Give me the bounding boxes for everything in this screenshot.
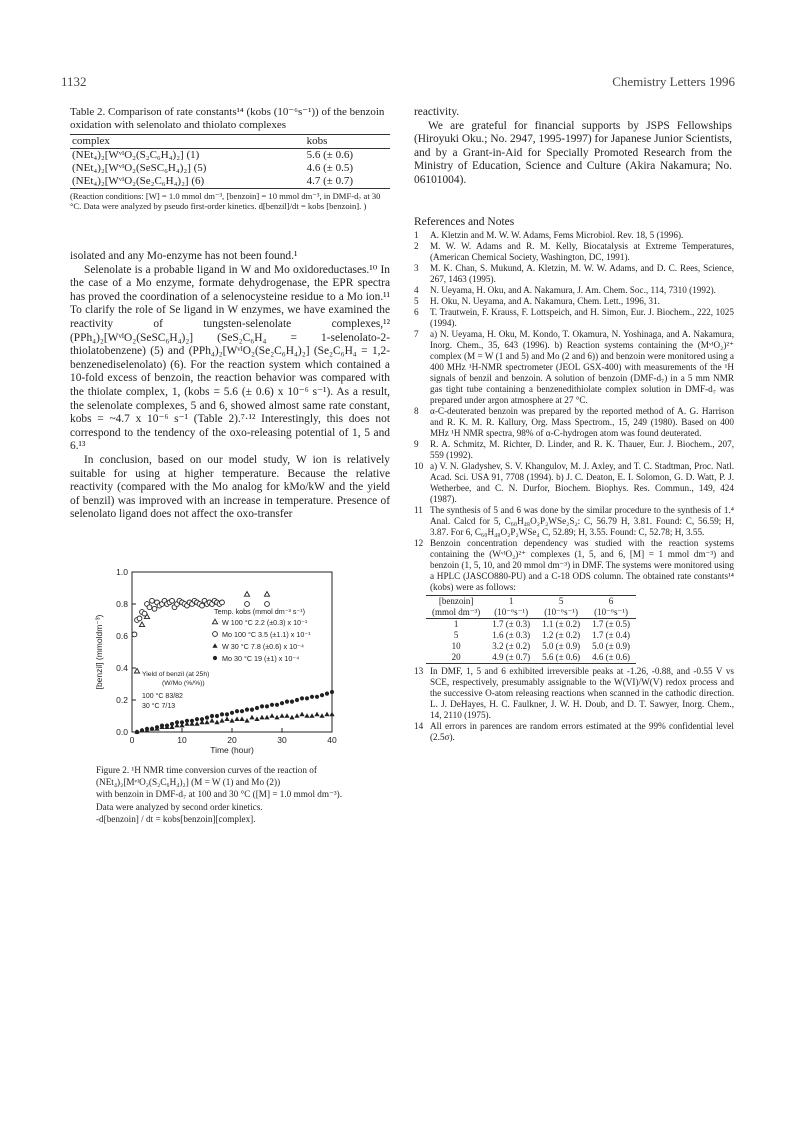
reference-text: A. Kletzin and M. W. W. Adams, Fems Microbiol. Rev. 18, 5 (1996).	[430, 230, 684, 240]
table-row	[426, 641, 636, 652]
data-point-filled-triangle	[194, 721, 199, 726]
reference-number: 3	[414, 263, 419, 273]
reference-number: 10	[414, 461, 424, 471]
rate-table-header	[426, 596, 636, 608]
reference-item	[414, 241, 734, 263]
data-point-filled-triangle	[264, 715, 269, 720]
data-point-filled-triangle	[259, 715, 264, 720]
rate-cell: 1.6 (± 0.3)	[492, 630, 531, 640]
data-point-filled-circle	[210, 714, 214, 718]
cell-kobs: 5.6 (± 0.6)	[306, 149, 353, 161]
reference-item	[414, 461, 734, 505]
data-point-filled-triangle	[329, 712, 334, 717]
data-point-filled-triangle	[229, 718, 234, 723]
data-point-filled-circle	[270, 703, 274, 707]
data-point-filled-triangle	[289, 715, 294, 720]
legend-entry: W 100 °C 2.2 (±0.3) x 10⁻¹	[222, 618, 308, 627]
rate-cell: 1.2 (± 0.2)	[542, 630, 581, 640]
data-point-filled-triangle	[224, 716, 229, 721]
paragraph: Selenolate is a probable ligand in W and Mo oxidoreductases.¹⁰ In the case of a Mo enzyme, formate dehydrogenase, the EPR spectra has proved the coordination of a selenocysteine residue to a Mo ion.¹¹ To clarify the role of Se ligand in W enzymes, we have examined the reactivity of tungsten-selenolate complexes,¹² (PPh₄)₂[WᵛᴵO₂(SeSC₆H₄)₂] (SeS₂C₆H₄ = 1-selenolato-2-thiolatobenzene) (5) and (PPh₄)₂[WᵛᴵO₂(Se₂C₆H₄)₂] (Se₂C₆H₄ = 1,2-benzenediselenolato) (6). For the reaction system which contained a 10-fold excess of benzoin, the reaction behavior was compared with the thiolate complex, 1, (kobs = 5.6 (± 0.6) x 10⁻⁶ s⁻¹). As a result, the selenolate complexes, 5 and 6, showed almost same rate constant, kobs = ~4.7 x 10⁻⁶ s⁻¹ (Table 2).⁷·¹² Interestingly, this does not correspond to the tendency of the oxo-releasing potential of 1, 5 and 6.¹³	[70, 263, 390, 453]
data-point-filled-circle	[280, 701, 284, 705]
rate-cell: 1.7 (± 0.3)	[492, 619, 531, 629]
data-point-filled-circle	[245, 708, 249, 712]
rate-constant-table	[426, 595, 636, 664]
data-point-filled-circle	[295, 698, 299, 702]
rate-unit: (10⁻⁶s⁻¹)	[494, 607, 529, 617]
reference-text: a) V. N. Gladyshev, S. V. Khangulov, M. J. Axley, and T. C. Stadtman, Proc. Natl. Acad. Sci. USA 91, 7708 (1994). b) J. C. Deaton, E. I. Solomon, G. D. Watt, P. J. Wetherbee, and C. N. Durfor, Biochem. Biophys. Res. Commun., 149, 424 (1987).	[430, 461, 734, 504]
paragraph: reactivity.	[414, 106, 460, 118]
rate-cell: 5	[453, 630, 459, 640]
table-2	[70, 106, 390, 212]
data-point-open-circle	[137, 616, 142, 621]
data-point-open-circle	[142, 611, 147, 616]
chart-svg	[84, 562, 354, 762]
data-point-filled-triangle	[234, 716, 239, 721]
rate-cell: 1.1 (± 0.2)	[542, 619, 581, 629]
data-point-filled-triangle	[244, 718, 249, 723]
rate-cell: 20	[451, 652, 461, 662]
y-tick-label: 0.6	[116, 631, 128, 641]
data-point-filled-circle	[225, 712, 229, 716]
data-point-filled-circle	[190, 719, 194, 723]
yield-label: Yield of benzil (at 25h)	[142, 671, 210, 678]
references-section	[414, 216, 734, 743]
rate-header: 6	[608, 596, 614, 606]
data-point-filled-circle	[160, 724, 164, 728]
data-point-filled-triangle	[209, 718, 214, 723]
data-point-filled-triangle	[309, 713, 314, 718]
data-point-filled-circle	[320, 693, 324, 697]
data-point-filled-circle	[230, 711, 234, 715]
rate-cell: 1	[453, 619, 459, 629]
yield-row: 100 °C 83/82	[142, 693, 183, 700]
data-point-filled-circle	[180, 720, 184, 724]
references-title: References and Notes	[414, 216, 515, 228]
cell-kobs: 4.6 (± 0.5)	[306, 162, 353, 174]
data-point-open-circle	[150, 598, 155, 603]
y-axis-label: [benzil] (mmoldm⁻³)	[94, 614, 104, 690]
x-axis-label: Time (hour)	[210, 745, 254, 755]
table-row	[426, 652, 636, 664]
data-point-filled-circle	[290, 700, 294, 704]
reference-number: 11	[414, 505, 423, 515]
reference-item	[414, 666, 734, 721]
data-point-filled-triangle	[319, 713, 324, 718]
legend-entry: W 30 °C 7.8 (±0.6) x 10⁻⁴	[222, 642, 305, 651]
data-point-filled-circle	[185, 719, 189, 723]
data-point-open-circle	[220, 600, 225, 605]
rate-cell: 1.7 (± 0.4)	[592, 630, 631, 640]
data-point-filled-circle	[220, 712, 224, 716]
data-point-filled-circle	[285, 700, 289, 704]
figure-2-caption	[96, 764, 396, 825]
data-point-filled-triangle	[269, 713, 274, 718]
reference-number: 9	[414, 439, 419, 449]
reference-number: 8	[414, 406, 419, 416]
reference-number: 6	[414, 307, 419, 317]
data-point-filled-triangle	[219, 718, 224, 723]
right-body-text	[414, 106, 732, 188]
paragraph: isolated and any Mo-enzyme has not been found.¹	[70, 250, 298, 262]
rate-unit: (10⁻⁶s⁻¹)	[594, 607, 628, 617]
header-kobs: kobs	[306, 135, 328, 147]
data-point-open-circle	[245, 602, 250, 607]
data-point-filled-triangle	[254, 716, 259, 721]
data-point-open-circle	[213, 632, 218, 637]
data-point-filled-circle	[165, 724, 169, 728]
data-point-filled-circle	[140, 728, 144, 732]
data-point-open-triangle	[139, 622, 144, 627]
rate-unit: (mmol dm⁻³)	[432, 607, 481, 617]
table-row	[70, 175, 390, 189]
reference-text: R. A. Schmitz, M. Richter, D. Linder, and R. K. Thauer, Eur. J. Biochem., 207, 559 (1992).	[430, 439, 734, 460]
data-point-filled-triangle	[284, 713, 289, 718]
data-point-filled-circle	[200, 717, 204, 721]
data-point-filled-triangle	[294, 713, 299, 718]
data-point-filled-circle	[213, 656, 217, 660]
cell-complex: (NEt₄)₂[WᵛᴵO₂(Se₂C₆H₄)₂] (6)	[72, 175, 205, 187]
table-row	[426, 619, 636, 631]
data-point-filled-circle	[205, 716, 209, 720]
data-point-filled-circle	[145, 727, 149, 731]
reference-number: 2	[414, 241, 419, 251]
caption-line: (NEt₄)₂[MᵛᴵO₂(S₂C₆H₄)₂] (M = W (1) and Mo (2))	[96, 777, 281, 788]
reference-text: Benzoin concentration dependency was studied with the reaction systems containing the (WᵛᴵO₂)²⁺ complexes (1, 5, and 6, [M] = 1 mmol dm⁻³) and benzoin (1, 5, 10, and 20 mmol dm⁻³) in DMF. The systems were monitored using a HPLC (JASCO880-PU) and a C-18 ODS column. The obtained rate constants¹⁴ (kobs) were as follows:	[430, 538, 734, 592]
data-point-filled-circle	[330, 690, 334, 694]
data-point-filled-triangle	[204, 720, 209, 725]
reference-number: 13	[414, 666, 424, 676]
rate-header: [benzoin]	[438, 596, 474, 606]
data-point-open-circle	[152, 606, 157, 611]
reference-item	[414, 296, 734, 307]
rate-cell: 5.0 (± 0.9)	[592, 641, 631, 651]
data-point-filled-circle	[305, 696, 309, 700]
table-header-row	[70, 135, 390, 149]
caption-line: with benzoin in DMF-d₇ at 100 and 30 °C ([M] = 1.0 mmol dm⁻³).	[96, 789, 343, 800]
paragraph: In conclusion, based on our model study, W ion is relatively suitable for using at higher temperature. Because the relative reactivity (compared with the Mo analog for kMo/kW and the yield of benzil) was improved with an increase in temperature. Presence of selenolato ligand does not affect the oxo-transfer	[70, 453, 390, 521]
reference-text: The synthesis of 5 and 6 was done by the similar procedure to the synthesis of 1.⁴ Anal. Calcd for 5, C₆₀H₄₈O₂P₂WSe₂S₂: C, 56.79 H, 3.81. Found: C, 56.59; H, 3.87. For 6, C₆₀H₄₈O₂P₂WSe₄ C, 52.89; H, 3.55. Found: C, 52.78; H, 3.55.	[430, 505, 734, 537]
data-point-filled-circle	[250, 708, 254, 712]
reference-number: 1	[414, 230, 419, 240]
data-point-filled-circle	[310, 695, 314, 699]
reference-number: 12	[414, 538, 424, 548]
data-point-filled-circle	[155, 725, 159, 729]
data-point-filled-triangle	[214, 720, 219, 725]
data-point-open-triangle	[244, 592, 249, 597]
legend-entry: Mo 100 °C 3.5 (±1.1) x 10⁻¹	[222, 630, 311, 639]
reference-number: 14	[414, 721, 424, 731]
rate-cell: 1.7 (± 0.5)	[592, 619, 631, 629]
x-tick-label: 30	[277, 735, 287, 745]
journal-title: Chemistry Letters 1996	[612, 74, 735, 89]
rate-cell: 4.9 (± 0.7)	[492, 652, 531, 662]
table-2-caption: Table 2. Comparison of rate constants¹⁴ (kobs (10⁻⁶s⁻¹)) of the benzoin oxidation with selenolato and thiolato complexes	[70, 106, 385, 131]
data-point-open-triangle	[264, 592, 269, 597]
yield-row: 30 °C 7/13	[142, 703, 176, 710]
table-2-note: (Reaction conditions: [W] = 1.0 mmol dm⁻³, [benzoin] = 10 mmol dm⁻³, in DMF-d₇ at 30 °C. Data were analyzed by pseudo first-order kinetics. d[benzil]/dt = kobs [benzoin]. )	[70, 191, 381, 212]
table-row	[70, 149, 390, 163]
data-point-open-circle	[132, 632, 137, 637]
rate-cell: 10	[451, 641, 461, 651]
figure-2-chart	[84, 562, 354, 762]
reference-text: M. K. Chan, S. Mukund, A. Kletzin, M. W. W. Adams, and D. C. Rees, Science, 267, 1463 (1995).	[430, 263, 734, 284]
reference-text: α-C-deuterated benzoin was prepared by the reported method of A. G. Harrison and R. K. M. R. Kallury, Org. Mass Spectrom., 15, 249 (1980). Based on 400 MHz ¹H NMR spectra, 98% of α-C-hydrogen atom was found deuterated.	[430, 406, 734, 438]
x-tick-label: 10	[177, 735, 187, 745]
data-point-filled-circle	[260, 704, 264, 708]
data-point-filled-circle	[170, 722, 174, 726]
y-tick-label: 0.4	[116, 663, 128, 673]
reference-item	[414, 285, 734, 296]
reference-text: M. W. W. Adams and R. M. Kelly, Biocatalysis at Extreme Temperatures, (American Chemical Society, Washington, DC, 1991).	[430, 241, 734, 262]
reference-item	[414, 263, 734, 285]
y-tick-label: 0.8	[116, 599, 128, 609]
legend-entry: Mo 30 °C 19 (±1) x 10⁻⁴	[222, 654, 300, 663]
data-point-open-triangle	[134, 668, 139, 673]
reference-item	[414, 230, 734, 241]
reference-item	[414, 307, 734, 329]
data-point-filled-circle	[255, 706, 259, 710]
data-point-filled-circle	[150, 727, 154, 731]
paragraph: We are grateful for financial supports by JSPS Fellowships (Hiroyuki Oku.; No. 2947, 1995-1997) for Japanese Junior Scientists, and by a Grant-in-Aid for Specially Promoted Research from the Ministry of Education, Science and Culture (Akira Nakamura; No. 06101004).	[414, 119, 732, 186]
data-point-filled-triangle	[239, 716, 244, 721]
reference-text: T. Trautwein, F. Krauss, F. Lottspeich, and H. Simon, Eur. J. Biochem., 222, 1025 (1994).	[430, 307, 734, 328]
rate-unit: (10⁻⁶s⁻¹)	[544, 607, 579, 617]
data-point-filled-triangle	[304, 713, 309, 718]
reference-text: H. Oku, N. Ueyama, and A. Nakamura, Chem. Lett., 1996, 31.	[430, 296, 660, 306]
x-tick-label: 40	[327, 735, 337, 745]
data-point-filled-circle	[275, 703, 279, 707]
reference-number: 5	[414, 296, 419, 306]
rate-header: 5	[558, 596, 564, 606]
rate-cell: 5.0 (± 0.9)	[542, 641, 581, 651]
data-point-filled-triangle	[249, 715, 254, 720]
data-point-filled-triangle	[274, 715, 279, 720]
data-point-filled-triangle	[314, 712, 319, 717]
header-complex: complex	[72, 135, 110, 147]
data-point-filled-triangle	[299, 712, 304, 717]
reference-item	[414, 329, 734, 406]
cell-kobs: 4.7 (± 0.7)	[306, 175, 353, 187]
yield-ratio-label: (W/Mo (%/%))	[162, 680, 205, 687]
data-point-filled-circle	[315, 695, 319, 699]
data-point-open-circle	[147, 605, 152, 610]
reference-text: In DMF, 1, 5 and 6 exhibited irreversible peaks at -1.26, -0.88, and -0.55 V vs SCE, respectively, presumably assignable to the W(VI)/W(V) redox process and the successive O-atom releasing reactions when scanned in the cathodic direction. L. J. DeHayes, H. C. Faulkner, J. W. H. Doub, and D. T. Sawyer, Inorg. Chem., 14, 2110 (1975).	[430, 666, 734, 720]
reference-item	[414, 505, 734, 538]
data-point-filled-triangle	[324, 712, 329, 717]
data-point-filled-circle	[265, 704, 269, 708]
data-point-filled-circle	[175, 720, 179, 724]
table-row	[426, 630, 636, 641]
x-tick-label: 0	[129, 735, 135, 745]
reference-text: All errors in parences are random errors estimated at the 99% confidential level (2.5σ).	[430, 721, 734, 742]
caption-line: -d[benzoin] / dt = kobs[benzoin][complex].	[96, 813, 256, 824]
reference-text: a) N. Ueyama, H. Oku, M. Kondo, T. Okamura, N. Yoshinaga, and A. Nakamura, Inorg. Chem., 35, 643 (1996). b) Reaction systems containing the (MᵛᴵO₂)²⁺ complex (M = W (1 and 5) and Mo (2 and 6)) and benzoin were monitored using a 400 MHz ¹H-NMR spectrometer (JEOL GSX-400) with measurements of the ¹H signals of benzil and benzoin. A solution of benzoin (DMF-d₇) in a 5 mm NMR gas tight tube containing a benzenedithiolate complex solution in DMF-d₇ was prepared under argon atmosphere at 27 °C.	[430, 329, 734, 405]
cell-complex: (NEt₄)₂[WᵛᴵO₂(S₂C₆H₄)₂] (1)	[72, 149, 200, 161]
x-tick-label: 20	[227, 735, 237, 745]
rate-cell: 3.2 (± 0.2)	[492, 641, 531, 651]
reference-item	[414, 406, 734, 439]
reference-number: 7	[414, 329, 419, 339]
data-point-open-triangle	[212, 619, 217, 624]
table-2-grid	[70, 134, 390, 189]
data-point-open-circle	[170, 598, 175, 603]
data-point-filled-circle	[235, 709, 239, 713]
rate-header: 1	[508, 596, 514, 606]
cell-complex: (NEt₄)₂[WᵛᴵO₂(SeSC₆H₄)₂] (5)	[72, 162, 207, 174]
data-point-filled-circle	[135, 730, 139, 734]
data-point-filled-triangle	[212, 643, 217, 648]
left-body-text	[70, 250, 390, 522]
data-point-filled-circle	[325, 692, 329, 696]
rate-cell: 4.6 (± 0.6)	[592, 652, 631, 662]
caption-line: Figure 2. ¹H NMR time conversion curves of the reaction of	[96, 765, 317, 775]
legend-header: Temp. kobs (mmol dm⁻³ s⁻¹)	[214, 607, 306, 616]
data-point-filled-circle	[195, 717, 199, 721]
page-number: 1132	[61, 74, 87, 89]
rate-table-units	[426, 607, 636, 619]
y-tick-label: 0.2	[116, 695, 128, 705]
caption-line: Data were analyzed by second order kinetics.	[96, 801, 263, 812]
references-list	[414, 230, 734, 593]
data-point-filled-circle	[300, 696, 304, 700]
reference-item	[414, 538, 734, 593]
reference-item	[414, 439, 734, 461]
data-point-open-circle	[265, 602, 270, 607]
reference-item	[414, 721, 734, 743]
table-row	[70, 162, 390, 175]
data-point-filled-circle	[215, 714, 219, 718]
y-tick-label: 0.0	[116, 727, 128, 737]
data-point-open-circle	[200, 603, 205, 608]
rate-cell: 5.6 (± 0.6)	[542, 652, 581, 662]
reference-number: 4	[414, 285, 419, 295]
references-list-tail	[414, 666, 734, 743]
data-point-filled-circle	[240, 709, 244, 713]
reference-text: N. Ueyama, H. Oku, and A. Nakamura, J. Am. Chem. Soc., 114, 7310 (1992).	[430, 285, 716, 295]
data-point-filled-triangle	[279, 713, 284, 718]
y-tick-label: 1.0	[116, 567, 128, 577]
